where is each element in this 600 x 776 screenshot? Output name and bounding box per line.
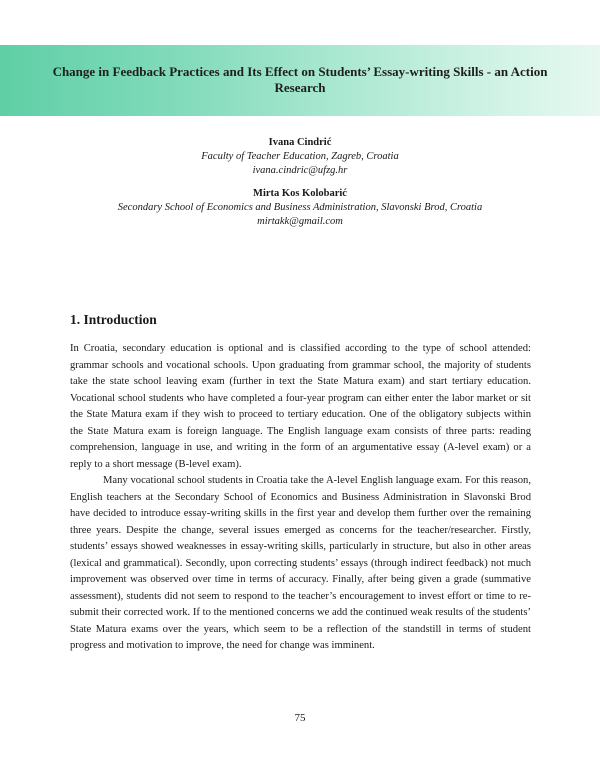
author-name: Ivana Cindrić <box>268 137 332 148</box>
author-2 <box>0 187 600 229</box>
author-email: mirtakk@gmail.com <box>257 216 343 227</box>
author-1 <box>0 136 600 178</box>
author-affiliation: Secondary School of Economics and Business Administration, Slavonski Brod, Croatia <box>117 202 483 213</box>
paragraph-1: In Croatia, secondary education is optional and is classified according to the type of school attended: grammar schools and vocational schools. Upon graduating from grammar school, the majority of students take the state school leaving exam (further in text the State Matura exam) and start tertiary education. Vocational school students who have completed a four-year program can either enter the labor market or sit the State Matura exam if they wish to proceed to tertiary education. One of the obligatory subjects within the State Matura exam is foreign language. The English language exam consists of three parts: reading comprehension, language in use, and writing in the form of an argumentative essay (A-level exam) or a reply to a short message (B-level exam). <box>70 343 531 470</box>
section-body <box>70 341 531 655</box>
author-email: ivana.cindric@ufzg.hr <box>252 165 348 176</box>
author-name: Mirta Kos Kolobarić <box>253 188 347 199</box>
authors-block <box>0 136 600 229</box>
paper-title: Change in Feedback Practices and Its Effect on Students’ Essay-writing Skills - an Action Research <box>52 64 548 95</box>
section-heading: 1. Introduction <box>70 312 157 327</box>
paragraph-2: Many vocational school students in Croatia take the A-level English language exam. For this reason, English teachers at the Secondary School of Economics and Business Administration in Slavonski Brod have decided to introduce essay-writing skills in the first year and develop them further over the remaining three years. Despite the change, several issues emerged as concerns for the teacher/researcher. Firstly, students’ essays showed weaknesses in essay-writing skills, particularly in structure, but also in other areas (lexical and grammatical). Secondly, upon correcting students’ essays (through indirect feedback) not much improvement was observed over time in terms of accuracy. Finally, after being given a grade (summative assessment), students did not seem to respond to the teacher’s encouragement to invest effort or time to re-submit their corrected work. If to the mentioned concerns we add the continued weak results of the students’ State Matura exams over the years, which seem to be a reflection of the standstill in terms of student progress and motivation to improve, the need for change was imminent. <box>70 475 531 651</box>
author-affiliation: Faculty of Teacher Education, Zagreb, Croatia <box>201 151 399 162</box>
page-number: 75 <box>294 712 306 724</box>
